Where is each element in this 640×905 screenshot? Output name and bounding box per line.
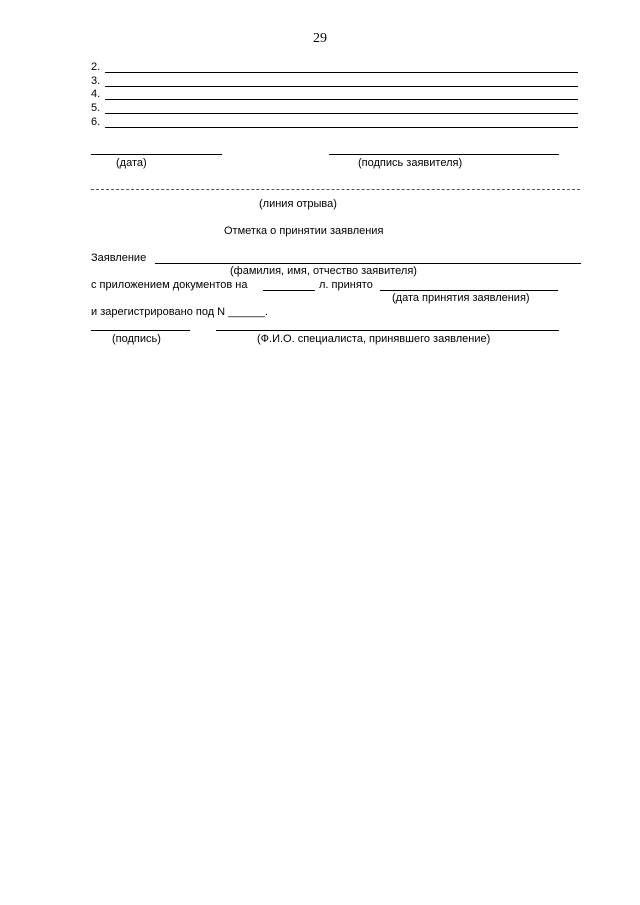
applicant-signature-caption: (подпись заявителя) [358, 157, 463, 169]
tear-line-caption: (линия отрыва) [259, 198, 337, 210]
application-label: Заявление [91, 252, 147, 264]
page-number: 29 [313, 31, 327, 46]
date-caption: (дата) [116, 157, 147, 169]
blank-line [105, 99, 578, 100]
acceptance-date-line [380, 290, 558, 291]
blank-line [105, 127, 578, 128]
sheets-count-line [263, 290, 315, 291]
acceptance-title: Отметка о принятии заявления [224, 225, 384, 237]
specialist-signature-caption: (подпись) [112, 333, 161, 345]
attachments-suffix: л. принято [319, 279, 373, 291]
specialist-name-line [216, 330, 559, 331]
tear-line [91, 189, 580, 190]
applicant-signature-line [329, 154, 559, 155]
attachments-prefix: с приложением документов на [91, 279, 248, 291]
line-number: 6. [91, 116, 101, 128]
acceptance-date-caption: (дата принятия заявления) [392, 292, 530, 304]
blank-line [105, 86, 578, 87]
blank-line [105, 72, 578, 73]
date-line [91, 154, 222, 155]
line-number: 3. [91, 75, 101, 87]
line-number: 2. [91, 61, 101, 73]
specialist-name-caption: (Ф.И.О. специалиста, принявшего заявление) [257, 333, 491, 345]
line-number: 4. [91, 88, 101, 100]
blank-line [105, 113, 578, 114]
applicant-name-line [155, 263, 581, 264]
specialist-signature-line [91, 330, 190, 331]
applicant-name-caption: (фамилия, имя, отчество заявителя) [230, 265, 417, 277]
registration-text: и зарегистрировано под N ______. [91, 306, 268, 318]
line-number: 5. [91, 102, 101, 114]
